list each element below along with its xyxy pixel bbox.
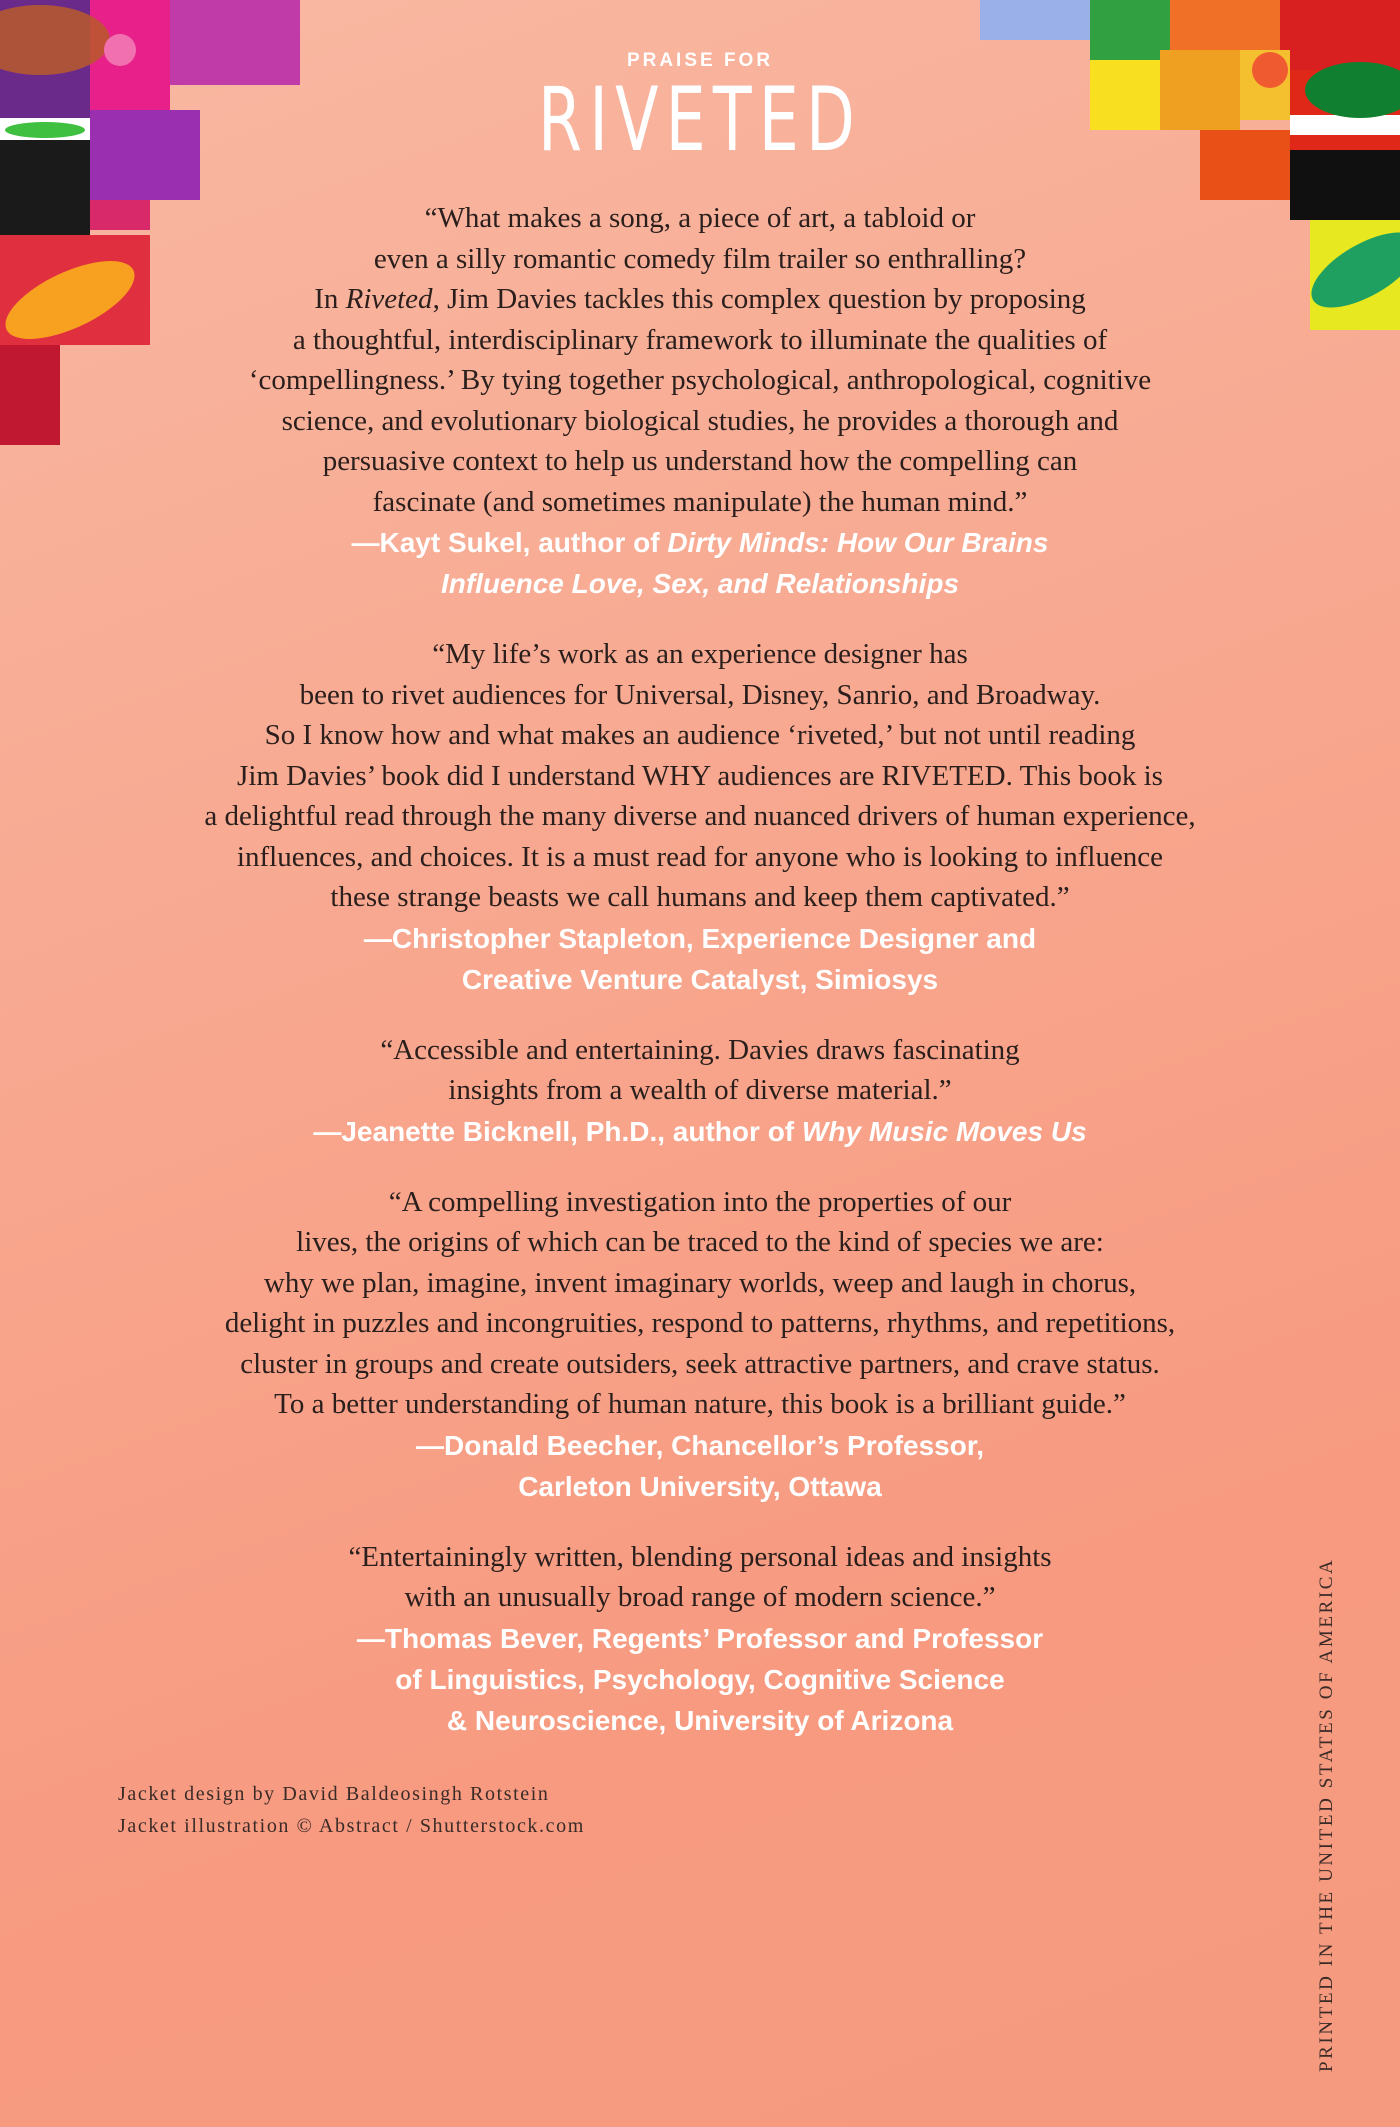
attribution-line: Carleton University, Ottawa: [518, 1470, 882, 1502]
blurb: [110, 1182, 1290, 1507]
quote-line: science, and evolutionary biological studies, he provides a thorough and: [281, 404, 1119, 437]
blurbs-section: [110, 198, 1290, 1771]
jacket-illustration-credit: Jacket illustration © Abstract / Shutterstock.com: [118, 1815, 585, 1837]
blurb-quote: [110, 198, 1290, 522]
quote-line: a delightful read through the many diverse and nuanced drivers of human experience,: [204, 800, 1196, 832]
jacket-design-credit: Jacket design by David Baldeosingh Rotstein: [118, 1783, 550, 1805]
quote-line: a thoughtful, interdisciplinary framework to illuminate the qualities of: [292, 323, 1108, 356]
quote-line: To a better understanding of human nature, this book is a brilliant guide.”: [274, 1388, 1126, 1420]
quote-line: why we plan, imagine, invent imaginary worlds, weep and laugh in chorus,: [263, 1266, 1137, 1299]
quote-line: lives, the origins of which can be traced to the kind of species we are:: [296, 1226, 1104, 1258]
quote-line: been to rivet audiences for Universal, Disney, Sanrio, and Broadway.: [299, 678, 1101, 711]
blurb-quote: [110, 634, 1290, 918]
blurb: [110, 198, 1290, 604]
quote-line: cluster in groups and create outsiders, seek attractive partners, and crave status.: [240, 1347, 1160, 1380]
quote-line: even a silly romantic comedy film trailer so enthralling?: [373, 242, 1027, 275]
quote-line: fascinate (and sometimes manipulate) the human mind.”: [372, 485, 1028, 518]
quote-line: with an unusually broad range of modern science.”: [404, 1581, 996, 1613]
printed-notice: PRINTED IN THE UNITED STATES OF AMERICA: [1316, 1557, 1337, 2072]
blurb-quote: [110, 1182, 1290, 1425]
quote-line: Jim Davies’ book did I understand WHY audiences are RIVETED. This book is: [237, 759, 1163, 792]
attribution-line: of Linguistics, Psychology, Cognitive Science: [395, 1663, 1005, 1695]
book-title: RIVETED: [537, 68, 862, 171]
blurb: [110, 1537, 1290, 1741]
quote-line: influences, and choices. It is a must read for anyone who is looking to influence: [236, 840, 1164, 873]
blurb-quote: [110, 1537, 1290, 1618]
quote-line: “A compelling investigation into the properties of our: [388, 1185, 1012, 1218]
eyebrow-text: PRAISE FOR: [626, 50, 774, 71]
attribution-line: —Donald Beecher, Chancellor’s Professor,: [416, 1429, 984, 1461]
attribution-line: —Christopher Stapleton, Experience Designer and: [363, 922, 1037, 954]
blurb: [110, 1030, 1290, 1152]
attribution-line: Creative Venture Catalyst, Simiosys: [461, 963, 939, 995]
quote-line: persuasive context to help us understand how the compelling can: [322, 445, 1078, 477]
blurb-attribution: [110, 918, 1290, 1000]
jacket-credits: [118, 1778, 585, 1842]
quote-line: ‘compellingness.’ By tying together psychological, anthropological, cognitive: [248, 364, 1152, 396]
attribution-line: & Neuroscience, University of Arizona: [446, 1704, 954, 1736]
blurb-attribution: [110, 1425, 1290, 1507]
quote-line: In Riveted, Jim Davies tackles this complex question by proposing: [314, 283, 1086, 315]
blurb-quote: [110, 1030, 1290, 1111]
attribution-line: —Kayt Sukel, author of Dirty Minds: How Our Brains: [351, 527, 1049, 558]
quote-line: “Entertainingly written, blending personal ideas and insights: [348, 1540, 1052, 1573]
quote-line: “What makes a song, a piece of art, a tabloid or: [424, 202, 976, 234]
quote-line: delight in puzzles and incongruities, respond to patterns, rhythms, and repetitions,: [224, 1307, 1176, 1339]
quote-line: insights from a wealth of diverse material.”: [448, 1074, 952, 1106]
blurb-attribution: [110, 522, 1290, 604]
header: [0, 50, 1400, 171]
blurb-attribution: [110, 1111, 1290, 1152]
attribution-line: —Jeanette Bicknell, Ph.D., author of Why Music Moves Us: [313, 1115, 1087, 1147]
blurb-attribution: [110, 1618, 1290, 1741]
quote-line: these strange beasts we call humans and keep them captivated.”: [330, 881, 1070, 913]
quote-line: “Accessible and entertaining. Davies draws fascinating: [380, 1033, 1020, 1066]
quote-line: “My life’s work as an experience designer has: [432, 638, 968, 670]
attribution-line: —Thomas Bever, Regents’ Professor and Professor: [356, 1622, 1044, 1654]
quote-line: So I know how and what makes an audience ‘riveted,’ but not until reading: [264, 719, 1136, 751]
blurb: [110, 634, 1290, 1000]
attribution-line: Influence Love, Sex, and Relationships: [440, 568, 960, 599]
